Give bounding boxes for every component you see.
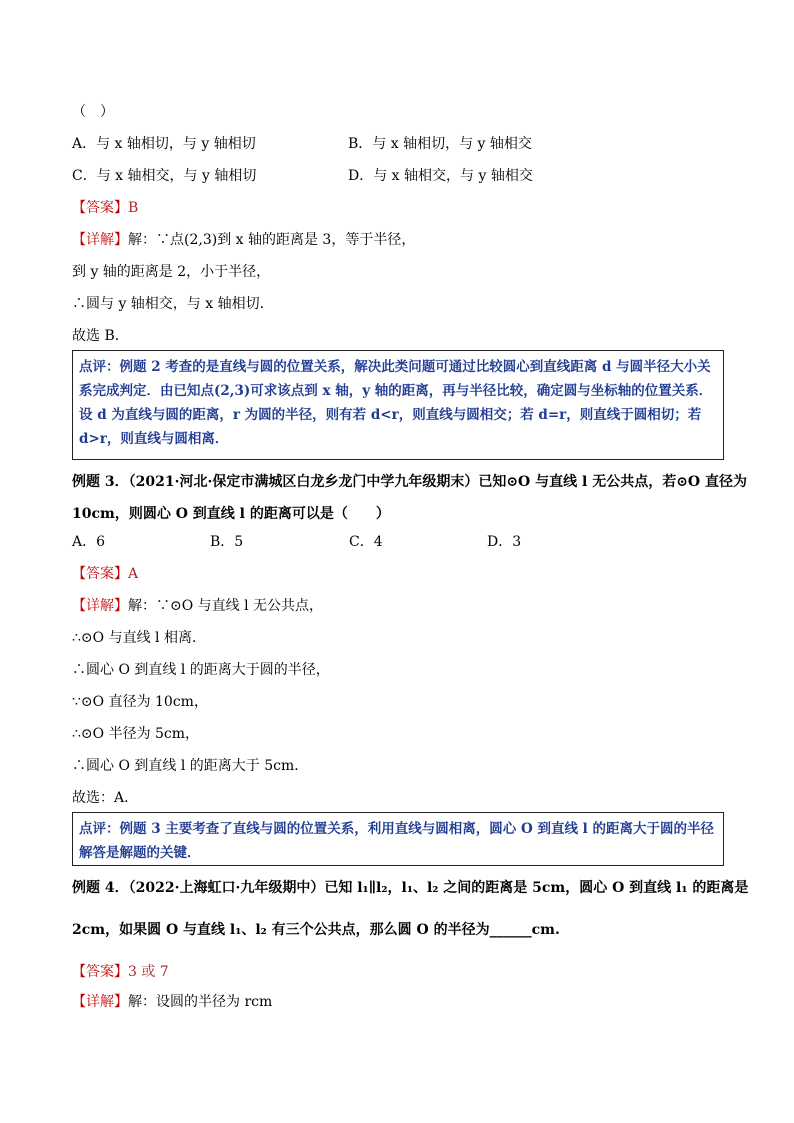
q3-choose: 故选：A． <box>72 790 139 806</box>
q3-option-d: D．3 <box>487 534 522 550</box>
q2-paren: （ ） <box>72 104 114 120</box>
q3-detail-2: ∴⊙O 与直线 l 相离． <box>72 630 206 646</box>
answer-value: B <box>128 200 139 216</box>
q4-detail-1 <box>72 992 272 1012</box>
q2-detail-1 <box>72 230 415 250</box>
q2-option-c: C．与 x 轴相交，与 y 轴相切 <box>72 168 257 184</box>
q2-detail-3: ∴圆与 y 轴相交，与 x 轴相切． <box>72 296 274 312</box>
q3-detail-1 <box>72 596 323 616</box>
q3-detail-6: ∴圆心 O 到直线 l 的距离大于 5cm． <box>72 758 309 774</box>
answer-value: 3 或 7 <box>128 964 169 980</box>
q2-comment-box: 点评：例题 2 考查的是直线与圆的位置关系，解决此类问题可通过比较圆心到直线距离 d 与圆半径大小关系完成判定．由已知点(2,3)可求该点到 x 轴，y 轴的距离，再与半径比较，确定圆与坐标轴的位置关系．设 d 为直线与圆的距离，r 为圆的半径，则有若 d<r，则直线与圆相交；若 d=r，则直线于圆相切；若 d>r，则直线与圆相离． <box>72 350 724 460</box>
q4-answer <box>72 962 169 982</box>
q3-stem-2: 10cm，则圆心 O 到直线 l 的距离可以是（ ） <box>72 506 390 522</box>
q3-option-a: A．6 <box>72 534 106 550</box>
q3-option-b: B．5 <box>210 534 244 550</box>
q3-stem-1: 例题 3．（2021·河北·保定市满城区白龙乡龙门中学九年级期末）已知⊙O 与直线 l 无公共点，若⊙O 直径为 <box>72 474 747 490</box>
q3-comment-box: 点评：例题 3 主要考查了直线与圆的位置关系，利用直线与圆相离，圆心 O 到直线 l 的距离大于圆的半径解答是解题的关键． <box>72 812 724 866</box>
detail-text: 解：∵⊙O 与直线 l 无公共点， <box>128 598 324 614</box>
q3-detail-4: ∵⊙O 直径为 10cm， <box>72 694 208 710</box>
answer-value: A <box>128 566 139 582</box>
q3-option-c: C．4 <box>349 534 383 550</box>
q2-choose: 故选 B． <box>72 328 129 344</box>
detail-text: 解：设圆的半径为 rcm <box>128 994 273 1010</box>
q3-detail-5: ∴⊙O 半径为 5cm， <box>72 726 200 742</box>
q2-answer <box>72 198 138 218</box>
detail-label: 【详解】 <box>72 232 128 248</box>
q4-stem-2: 2cm，如果圆 O 与直线 l₁、l₂ 有三个公共点，那么圆 O 的半径为______cm. <box>72 922 560 938</box>
q2-option-d: D．与 x 轴相交，与 y 轴相交 <box>348 168 533 184</box>
detail-label: 【详解】 <box>72 994 128 1010</box>
answer-label: 【答案】 <box>72 200 128 216</box>
detail-label: 【详解】 <box>72 598 128 614</box>
q2-option-a: A．与 x 轴相切，与 y 轴相切 <box>72 136 256 152</box>
q4-stem-1: 例题 4．（2022·上海虹口·九年级期中）已知 l₁∥l₂，l₁、l₂ 之间的距离是 5cm，圆心 O 到直线 l₁ 的距离是 <box>72 880 749 896</box>
detail-text: 解：∵点(2,3)到 x 轴的距离是 3，等于半径， <box>128 232 416 248</box>
q3-answer <box>72 564 138 584</box>
answer-label: 【答案】 <box>72 964 128 980</box>
answer-label: 【答案】 <box>72 566 128 582</box>
q2-option-b: B．与 x 轴相切，与 y 轴相交 <box>348 136 532 152</box>
q2-detail-2: 到 y 轴的距离是 2，小于半径， <box>72 264 271 280</box>
q3-detail-3: ∴圆心 O 到直线 l 的距离大于圆的半径， <box>72 662 330 678</box>
